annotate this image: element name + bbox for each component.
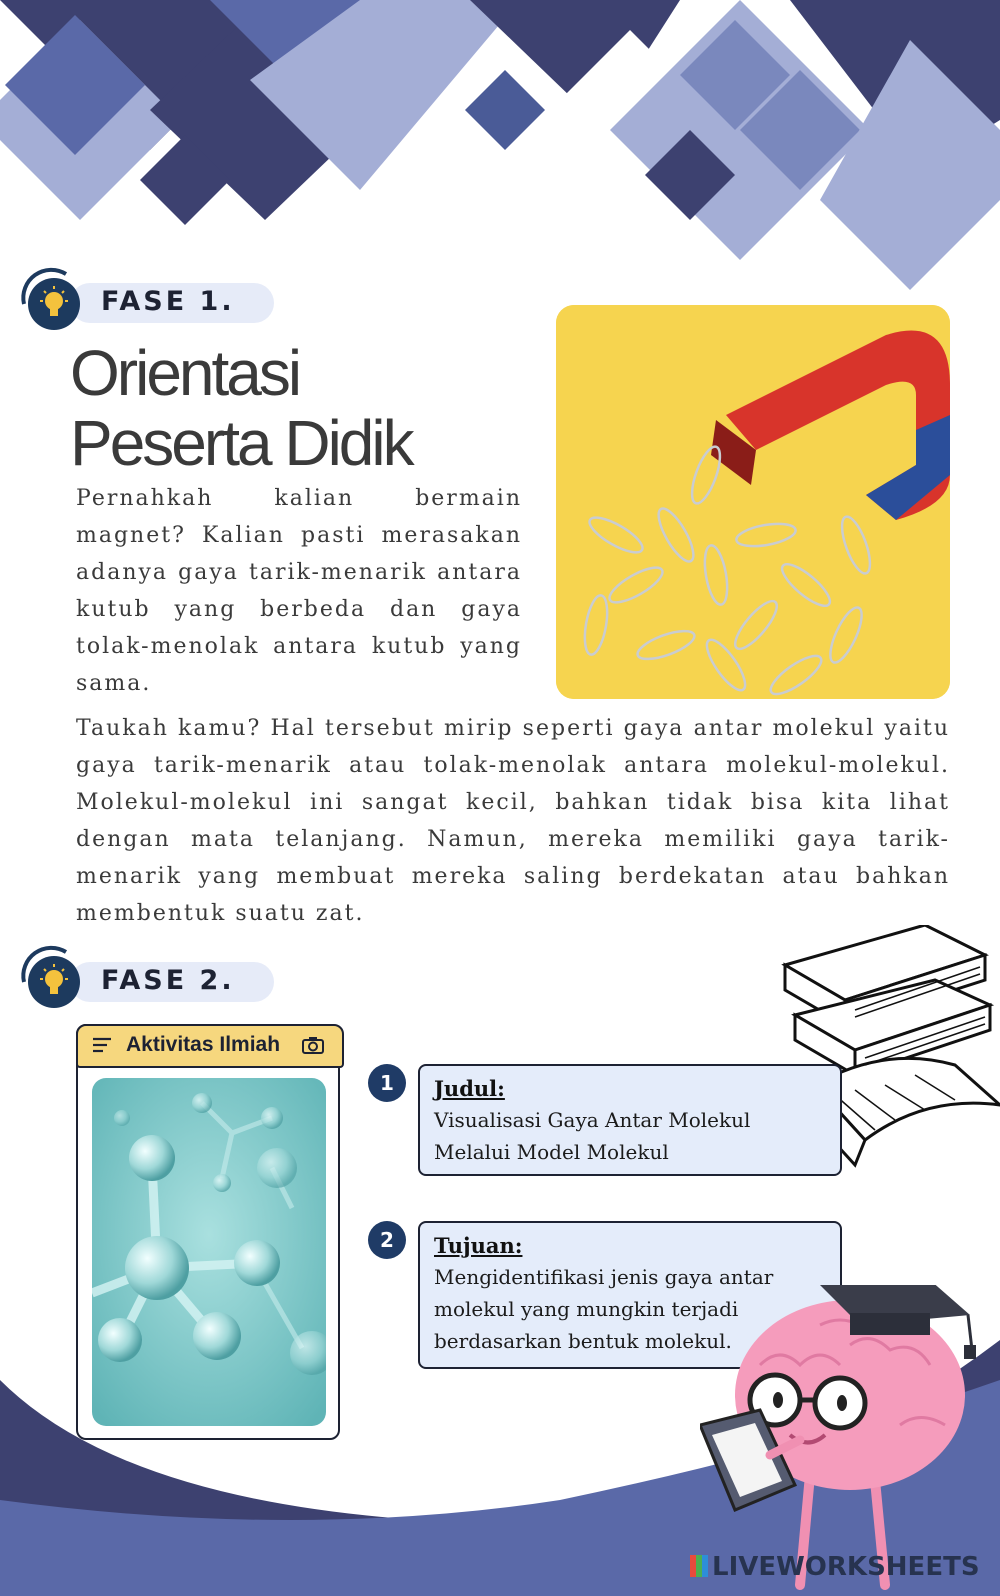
- header-decoration: [0, 0, 1000, 300]
- title-box-heading: Judul:: [434, 1076, 505, 1101]
- camera-icon[interactable]: [302, 1036, 324, 1054]
- intro-paragraph: Pernahkah kalian bermain magnet? Kalian pasti merasakan adanya gaya tarik-menarik antara kutub yang berbeda dan gaya tolak-menolak antara kutub yang sama.: [76, 486, 522, 696]
- lightbulb-icon: [16, 944, 82, 1010]
- page-title: [70, 338, 510, 478]
- molecule-image: [92, 1078, 326, 1426]
- lightbulb-icon: [16, 266, 82, 332]
- step-number-2: 2: [368, 1221, 406, 1259]
- title-box-text: Visualisasi Gaya Antar Molekul Melalui Model Molekul: [434, 1108, 751, 1164]
- phase1-label: FASE 1.: [101, 286, 235, 317]
- activity-card-title: Aktivitas Ilmiah: [126, 1033, 281, 1056]
- brand-icon: [690, 1555, 708, 1577]
- brand-name: LIVEWORKSHEETS: [712, 1552, 980, 1582]
- activity-card: [76, 1024, 340, 1440]
- objective-box-text: Mengidentifikasi jenis gaya antar molekul yang mungkin terjadi berdasarkan bentuk molekul.: [434, 1265, 774, 1353]
- activity-card-header: [76, 1024, 344, 1068]
- phase2-label: FASE 2.: [101, 965, 235, 996]
- magnet-photo: [556, 305, 950, 699]
- brand-logo-text: [690, 1552, 980, 1582]
- menu-icon[interactable]: [92, 1037, 112, 1053]
- title-line-1: Orientasi: [70, 337, 300, 409]
- step-number-1: 1: [368, 1064, 406, 1102]
- title-line-2: Peserta Didik: [70, 407, 412, 479]
- brain-mascot-illustration: [700, 1285, 1000, 1596]
- explanation-paragraph: Taukah kamu? Hal tersebut mirip seperti gaya antar molekul yaitu gaya tarik-menarik atau tolak-menolak antara molekul-molekul. Molekul-molekul ini sangat kecil, bahkan tidak bisa kita lihat dengan mata telanjang. Namun, mereka memiliki gaya tarik-menarik yang membuat mereka saling berdekatan atau bahkan membentuk suatu zat.: [76, 716, 950, 926]
- objective-box-heading: Tujuan:: [434, 1233, 523, 1258]
- magnet-illustration: [556, 305, 950, 699]
- title-box: [418, 1064, 842, 1176]
